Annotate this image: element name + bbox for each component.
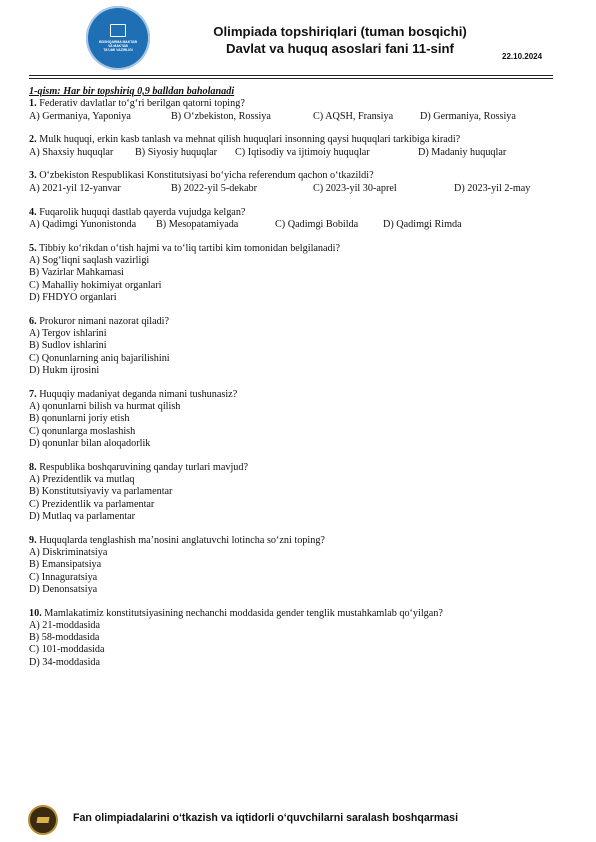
header-title-line1: Olimpiada topshiriqlari (tuman bosqichi) — [213, 24, 467, 39]
question-text: Huquqiy madaniyat deganda nimani tushunasiz? — [39, 388, 238, 400]
option-a[interactable]: A) Prezidentlik va mutlaq — [29, 473, 135, 485]
section-title: 1-qism: Har bir topshiriq 0,9 balldan baholanadi — [29, 86, 235, 97]
option-b[interactable]: B) O‘zbekiston, Rossiya — [171, 110, 271, 122]
question-2 — [29, 134, 559, 159]
question-text: Federativ davlatlar to‘g‘ri berilgan qatorni toping? — [39, 98, 245, 110]
question-number: 4. — [29, 206, 37, 218]
option-b[interactable]: B) Konstitutsiyaviy va parlamentar — [29, 486, 173, 498]
option-a[interactable]: A) 21-moddasida — [29, 619, 101, 631]
option-c[interactable]: C) Iqtisodiy va ijtimoiy huquqlar — [235, 146, 370, 158]
option-b[interactable]: B) Siyosiy huquqlar — [135, 146, 218, 158]
question-number: 9. — [29, 534, 37, 546]
option-b[interactable]: B) qonunlarni joriy etish — [29, 413, 130, 425]
question-text: Respublika boshqaruvining qanday turlari mavjud? — [39, 461, 248, 473]
option-b[interactable]: B) Vazirlar Mahkamasi — [29, 267, 124, 279]
option-a[interactable]: A) 2021-yil 12-yanvar — [29, 182, 121, 194]
option-b[interactable]: B) Sudlov ishlarini — [29, 340, 107, 352]
question-5 — [29, 243, 559, 304]
question-10 — [29, 608, 559, 669]
option-a[interactable]: A) qonunlarni bilish va hurmat qilish — [29, 400, 181, 412]
ministry-logo — [86, 6, 150, 70]
question-text: Mulk huquqi, erkin kasb tanlash va mehnat qilish huquqlari insonning qaysi huquqlari tarkibiga kiradi? — [39, 134, 461, 146]
question-9 — [29, 535, 559, 596]
option-c[interactable]: C) Prezidentlik va parlamentar — [29, 498, 155, 510]
option-c[interactable]: C) 101-moddasida — [29, 644, 105, 656]
question-text: O‘zbekiston Respublikasi Konstitutsiyasi bo‘yicha referendum qachon o‘tkazildi? — [39, 170, 374, 182]
option-a[interactable]: A) Tergov ishlarini — [29, 327, 107, 339]
question-text: Prokuror nimani nazorat qiladi? — [39, 315, 170, 327]
question-number: 5. — [29, 242, 37, 254]
logo-text-1: BOSHQARMA MAKTAB — [99, 39, 137, 44]
option-c[interactable]: C) Qadimgi Bobilda — [275, 218, 359, 230]
option-d[interactable]: D) FHDYO organlari — [29, 291, 117, 303]
option-d[interactable]: D) Germaniya, Rossiya — [420, 110, 516, 122]
question-6 — [29, 316, 559, 377]
option-c[interactable]: C) AQSH, Fransiya — [313, 110, 394, 122]
logo-text-3: TA'LIMI VAZIRLIGI — [103, 48, 133, 53]
option-c[interactable]: C) Qonunlarning aniq bajarilishini — [29, 352, 170, 364]
option-d[interactable]: D) Denonsatsiya — [29, 583, 98, 595]
option-c[interactable]: C) 2023-yil 30-aprel — [313, 182, 397, 194]
option-d[interactable]: D) Hukm ijrosini — [29, 364, 100, 376]
question-number: 7. — [29, 388, 37, 400]
option-b[interactable]: B) 58-moddasida — [29, 632, 100, 644]
option-a[interactable]: A) Germaniya, Yaponiya — [29, 110, 131, 122]
question-sheet — [29, 86, 559, 681]
graduation-cap-icon — [28, 805, 58, 835]
question-text: Fuqarolik huquqi dastlab qayerda vujudga kelgan? — [39, 206, 246, 218]
option-d[interactable]: D) qonunlar bilan aloqadorlik — [29, 437, 151, 449]
option-b[interactable]: B) Mesopatamiyada — [156, 218, 239, 230]
option-a[interactable]: A) Diskriminatsiya — [29, 546, 108, 558]
option-a[interactable]: A) Qadimgi Yunonistonda — [29, 218, 137, 230]
footer-organization: Fan olimpiadalarini o‘tkazish va iqtidorli o‘quvchilarni saralash boshqarmasi — [73, 812, 459, 824]
question-number: 2. — [29, 134, 37, 146]
option-d[interactable]: D) Mutlaq va parlamentar — [29, 510, 136, 522]
question-8 — [29, 462, 559, 523]
option-c[interactable]: C) Mahalliy hokimiyat organlari — [29, 279, 162, 291]
question-number: 1. — [29, 98, 37, 110]
question-number: 6. — [29, 315, 37, 327]
option-d[interactable]: D) 2023-yil 2-may — [454, 182, 531, 194]
question-3 — [29, 170, 559, 195]
header-rule — [29, 75, 553, 76]
question-7 — [29, 389, 559, 450]
question-4 — [29, 207, 559, 232]
option-d[interactable]: D) Qadimgi Rimda — [383, 218, 462, 230]
logo-text-2: VA MAKTAB — [108, 43, 128, 48]
option-d[interactable]: D) Madaniy huquqlar — [418, 146, 507, 158]
question-number: 3. — [29, 170, 37, 182]
option-b[interactable]: B) 2022-yil 5-dekabr — [171, 182, 258, 194]
header-title-line2: Davlat va huquq asoslari fani 11-sinf — [226, 41, 454, 56]
option-c[interactable]: C) qonunlarga moslashish — [29, 425, 136, 437]
option-d[interactable]: D) 34-moddasida — [29, 656, 101, 668]
question-text: Huquqlarda tenglashish ma’nosini anglatuvchi lotincha so‘zni toping? — [39, 534, 325, 546]
book-icon — [110, 24, 126, 37]
option-a[interactable]: A) Sog‘liqni saqlash vazirligi — [29, 254, 150, 266]
header-rule-2 — [29, 78, 553, 79]
question-number: 10. — [29, 607, 42, 619]
question-number: 8. — [29, 461, 37, 473]
option-b[interactable]: B) Emansipatsiya — [29, 559, 102, 571]
option-c[interactable]: C) Innaguratsiya — [29, 571, 98, 583]
option-a[interactable]: A) Shaxsiy huquqlar — [29, 146, 114, 158]
question-1 — [29, 98, 559, 123]
question-text: Mamlakatimiz konstitutsiyasining nechanchi moddasida gender tenglik mustahkamlab qo‘yilgan? — [44, 607, 443, 619]
header-date: 22.10.2024 — [502, 52, 543, 61]
question-text: Tibbiy ko‘rikdan o‘tish hajmi va to‘liq tartibi kim tomonidan belgilanadi? — [39, 242, 340, 254]
